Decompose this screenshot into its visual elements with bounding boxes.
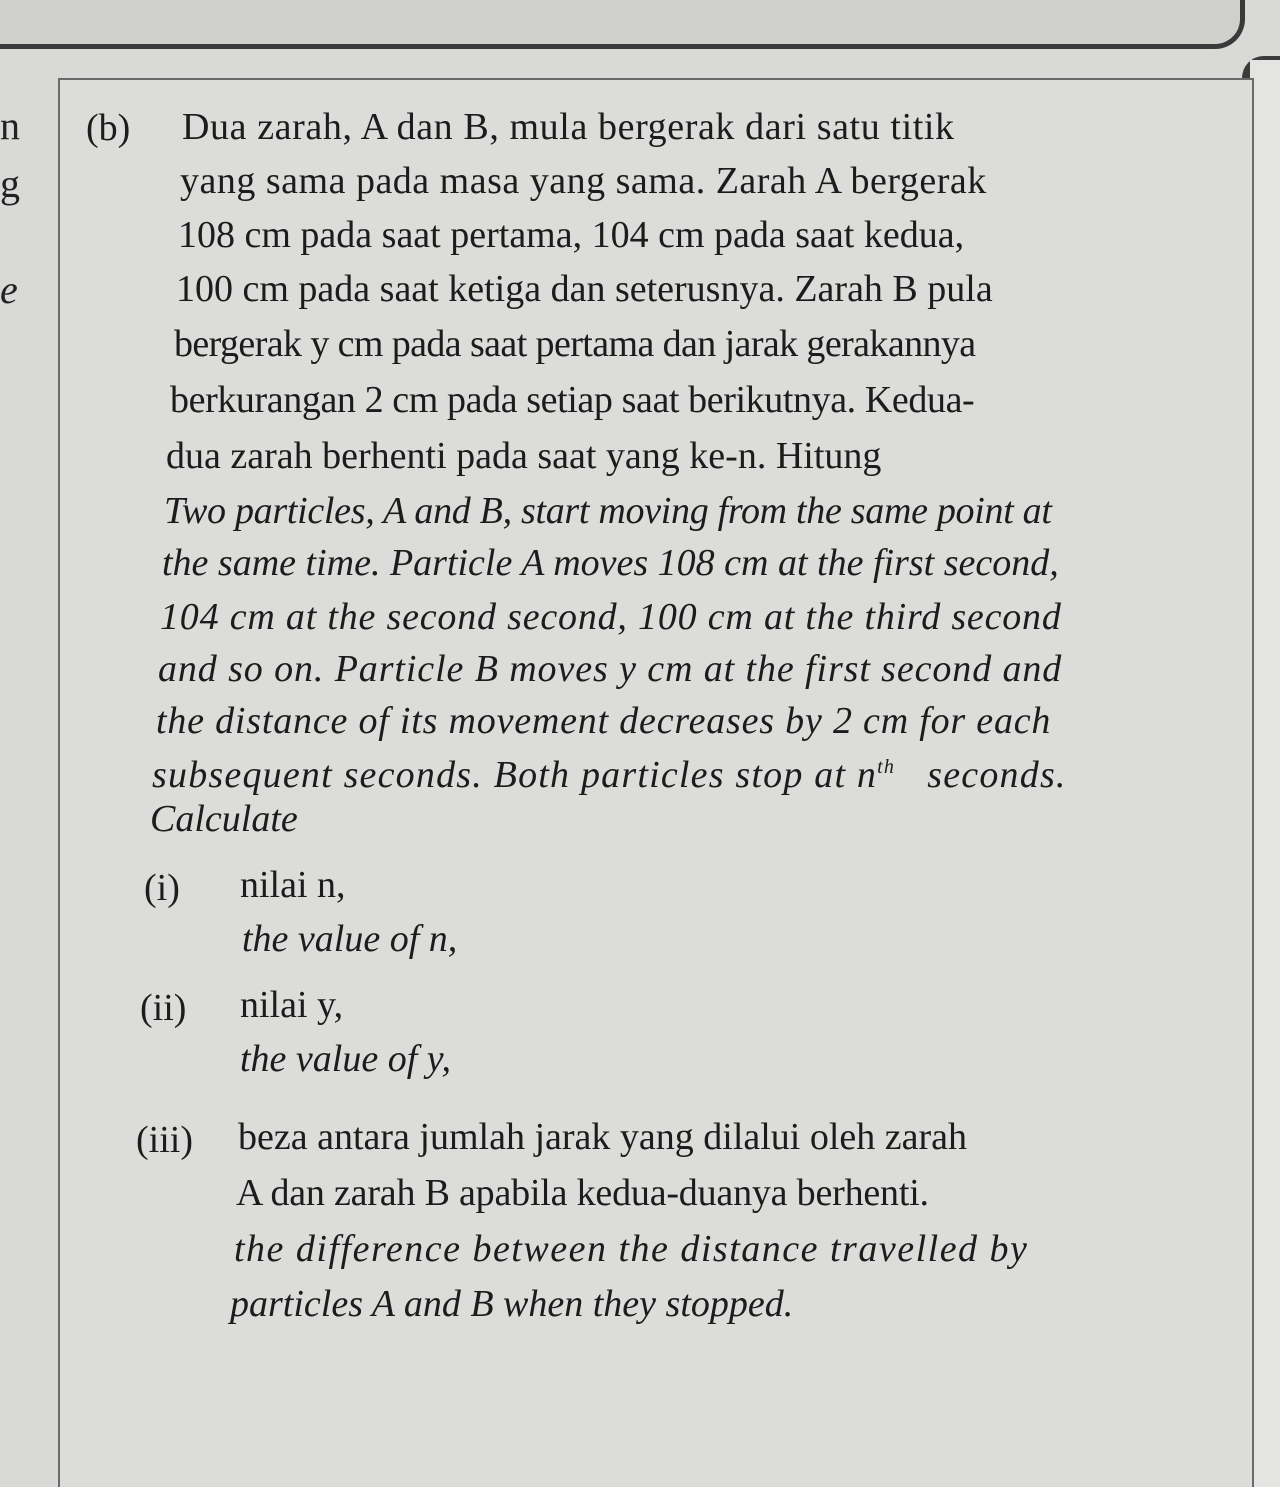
english-line: [152, 756, 1067, 794]
subpart-english: the value of n,: [242, 918, 458, 960]
malay-line: bergerak y cm pada saat pertama dan jarak gerakannya: [174, 323, 976, 365]
malay-line: 100 cm pada saat ketiga dan seterusnya. Zarah B pula: [176, 268, 993, 310]
previous-page-edge: [0, 0, 1245, 49]
right-margin: [1250, 60, 1280, 1487]
english-line: 104 cm at the second second, 100 cm at the third second: [160, 596, 1062, 638]
malay-line: dua zarah berhenti pada saat yang ke-n. Hitung: [166, 435, 882, 477]
subpart-malay: nilai y,: [240, 984, 344, 1026]
malay-line: Dua zarah, A dan B, mula bergerak dari satu titik: [182, 106, 955, 148]
margin-fragment: g: [0, 161, 20, 206]
margin-fragment: e: [0, 267, 18, 312]
subpart-label: (ii): [140, 987, 187, 1029]
superscript-th: th: [877, 756, 896, 778]
english-line: Two particles, A and B, start moving from the same point at: [164, 490, 1052, 532]
subpart-english: particles A and B when they stopped.: [230, 1283, 794, 1325]
subpart-malay: A dan zarah B apabila kedua-duanya berhenti.: [236, 1172, 929, 1214]
subpart-malay: beza antara jumlah jarak yang dilalui oleh zarah: [238, 1116, 968, 1158]
subpart-english: the value of y,: [240, 1038, 452, 1080]
english-line-text: subsequent seconds. Both particles stop at n: [152, 754, 878, 796]
subpart-english: the difference between the distance travelled by: [234, 1228, 1029, 1270]
part-label: (b): [86, 107, 131, 149]
margin-fragment: n: [0, 103, 20, 148]
english-line: the distance of its movement decreases by 2 cm for each: [156, 700, 1052, 742]
english-line: and so on. Particle B moves y cm at the first second and: [158, 648, 1063, 690]
malay-line: yang sama pada masa yang sama. Zarah A bergerak: [180, 160, 987, 202]
subpart-malay: nilai n,: [240, 864, 346, 906]
malay-line: berkurangan 2 cm pada setiap saat berikutnya. Kedua-: [170, 379, 975, 421]
subpart-label: (i): [144, 867, 180, 909]
malay-line: 108 cm pada saat pertama, 104 cm pada saat kedua,: [178, 214, 965, 256]
subpart-label: (iii): [136, 1119, 193, 1161]
calculate-label: Calculate: [150, 798, 298, 840]
english-line-end: seconds.: [927, 754, 1067, 796]
english-line: the same time. Particle A moves 108 cm at the first second,: [162, 542, 1059, 584]
